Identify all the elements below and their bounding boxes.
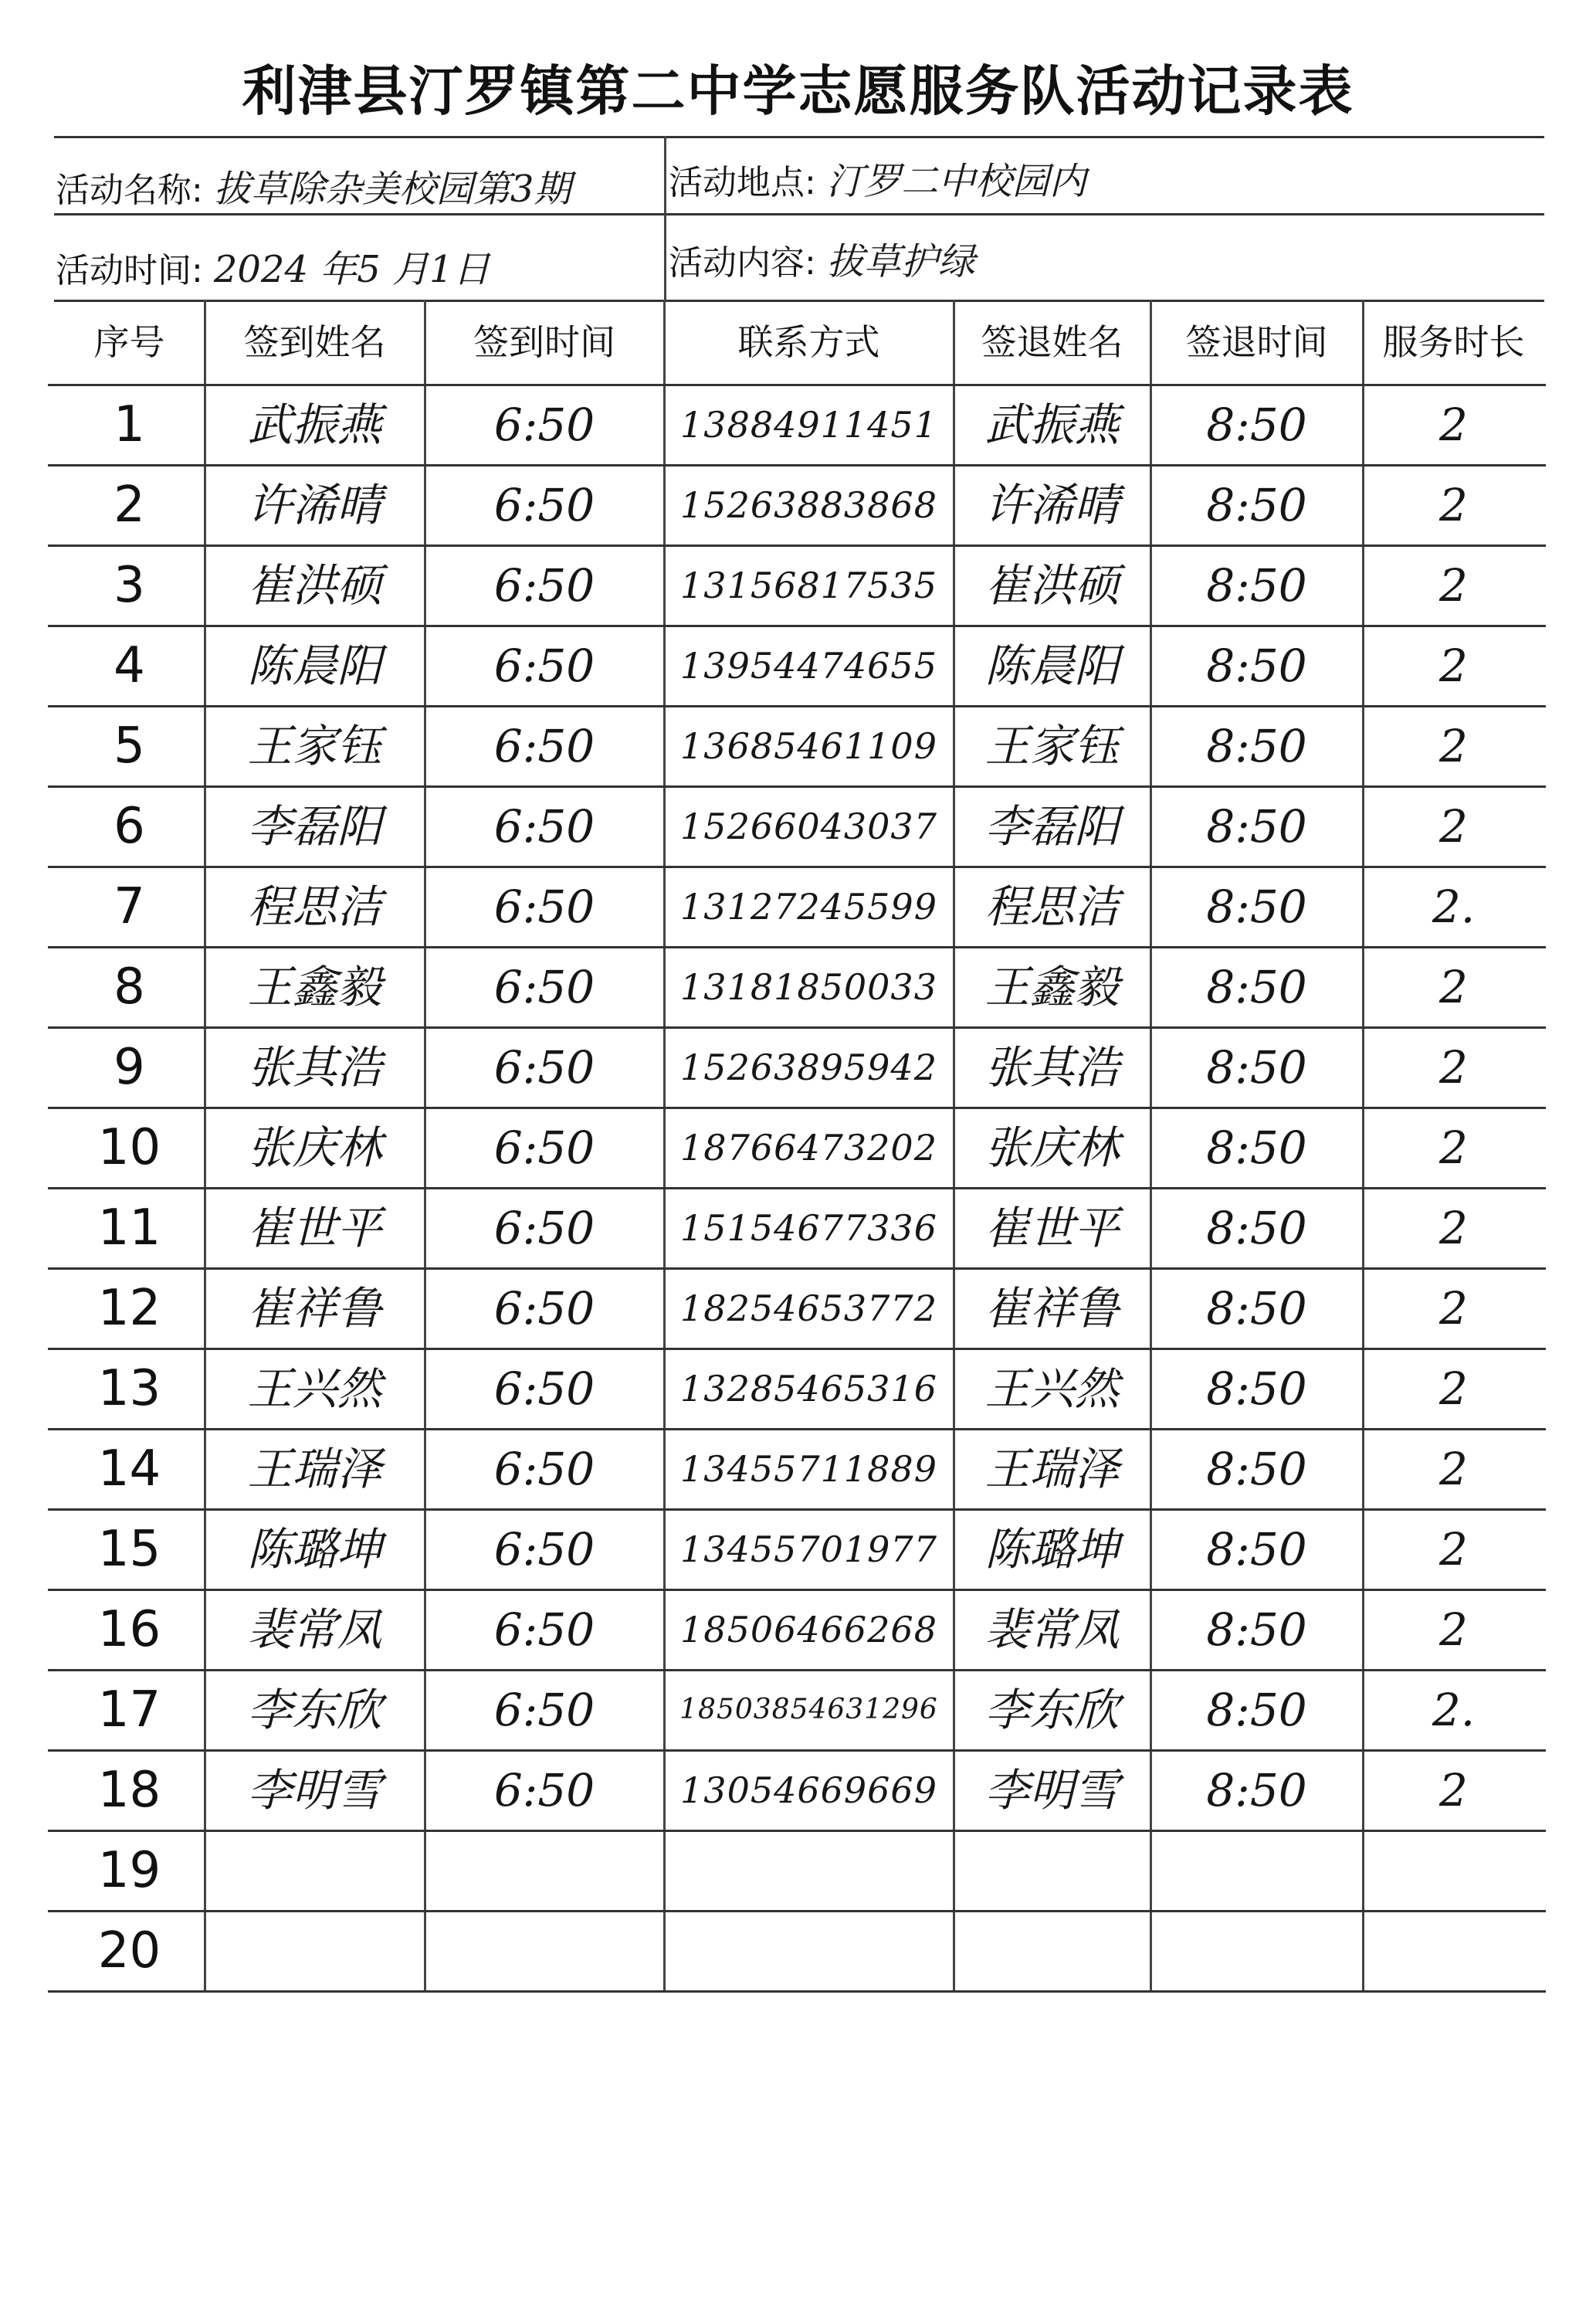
row-number: 5 (114, 717, 145, 775)
signin-name: 张庆林 (247, 1121, 382, 1174)
col-header-signout-time: 签退时间 (1185, 321, 1328, 363)
contact-phone: 13685461109 (680, 725, 937, 767)
row-number: 8 (114, 958, 145, 1016)
signin-time: 6:50 (493, 1684, 595, 1736)
signout-time (1150, 1830, 1363, 1911)
signout-time: 8:50 (1206, 1764, 1307, 1817)
signin-name: 崔洪硕 (247, 559, 382, 612)
signin-name: 许浠晴 (247, 479, 382, 531)
row-number: 9 (114, 1039, 145, 1096)
contact-phone: 13954474655 (680, 645, 937, 687)
contact-phone: 18766473202 (680, 1127, 937, 1169)
contact-phone: 13285465316 (680, 1368, 937, 1410)
signout-name: 武振燕 (984, 399, 1120, 451)
signin-name: 程思洁 (247, 880, 382, 933)
info-mid-border (54, 213, 1544, 215)
signin-name: 崔世平 (247, 1202, 382, 1254)
service-hours: 2 (1439, 1603, 1468, 1656)
signin-name: 张其浩 (247, 1041, 382, 1094)
service-hours (1363, 1911, 1544, 1991)
row-number: 1 (114, 396, 145, 453)
activity-place-label: 活动地点: (669, 163, 816, 202)
contact-phone: 13884911451 (680, 404, 937, 446)
signin-time: 6:50 (493, 961, 595, 1013)
contact-phone: 13054669669 (680, 1769, 937, 1811)
signout-name: 许浠晴 (984, 479, 1120, 531)
signin-time: 6:50 (493, 880, 595, 933)
signin-name: 李明雪 (247, 1764, 382, 1817)
service-hours: 2 (1439, 1202, 1468, 1254)
activity-time-value: 2024 年5 月1日 (213, 248, 490, 291)
row-number: 16 (97, 1601, 161, 1658)
contact-phone: 13181850033 (680, 966, 937, 1008)
service-hours: 2 (1439, 720, 1468, 772)
signout-time: 8:50 (1206, 479, 1307, 531)
signout-time: 8:50 (1206, 1282, 1307, 1335)
activity-name-value: 拔草除杂美校园第3期 (213, 168, 571, 211)
signout-time: 8:50 (1206, 1362, 1307, 1415)
signout-time: 8:50 (1206, 1523, 1307, 1576)
activity-content (669, 232, 975, 285)
signout-name: 程思洁 (984, 880, 1120, 933)
signout-name: 李东欣 (984, 1684, 1120, 1736)
signout-time: 8:50 (1206, 1684, 1307, 1736)
col-header-contact: 联系方式 (737, 321, 880, 363)
signin-name (205, 1911, 425, 1991)
signin-time: 6:50 (493, 1202, 595, 1254)
row-number: 6 (114, 798, 145, 855)
signout-time: 8:50 (1206, 1603, 1307, 1656)
signin-name (205, 1830, 425, 1911)
signin-time: 6:50 (493, 639, 595, 692)
row-number: 14 (97, 1440, 161, 1498)
activity-name-label: 活动名称: (56, 171, 203, 210)
signin-name: 王家钰 (247, 720, 382, 772)
signout-time: 8:50 (1206, 880, 1307, 933)
service-hours: 2. (1432, 880, 1476, 933)
col-header-service-hours: 服务时长 (1382, 321, 1525, 363)
signout-name: 裴常凤 (984, 1603, 1120, 1656)
signout-time: 8:50 (1206, 720, 1307, 772)
activity-place (669, 151, 1086, 205)
col-header-signin-name: 签到姓名 (243, 321, 386, 363)
signin-time: 6:50 (493, 1121, 595, 1174)
contact-phone (664, 1911, 954, 1991)
contact-phone: 18506466268 (680, 1609, 937, 1650)
signin-name: 崔祥鲁 (247, 1282, 382, 1335)
signin-time: 6:50 (493, 1282, 595, 1335)
signout-name: 张庆林 (984, 1121, 1120, 1174)
service-hours: 2 (1439, 399, 1468, 451)
signout-name: 王鑫毅 (984, 961, 1120, 1013)
signout-time: 8:50 (1206, 639, 1307, 692)
service-hours: 2 (1439, 1282, 1468, 1335)
info-divider (664, 136, 666, 301)
service-hours: 2 (1439, 639, 1468, 692)
row-number: 2 (114, 477, 145, 534)
signin-time: 6:50 (493, 1362, 595, 1415)
col-header-signin-time: 签到时间 (473, 321, 615, 363)
signin-time: 6:50 (493, 800, 595, 853)
contact-phone: 13156817535 (680, 565, 937, 606)
signin-time: 6:50 (493, 1041, 595, 1094)
row-number: 17 (97, 1681, 161, 1739)
signout-time: 8:50 (1206, 1041, 1307, 1094)
signout-name: 崔洪硕 (984, 559, 1120, 612)
row-number: 7 (114, 878, 145, 935)
row-number: 12 (97, 1280, 161, 1337)
signout-name: 王兴然 (984, 1362, 1120, 1415)
signin-name: 李东欣 (247, 1684, 382, 1736)
service-hours: 2 (1439, 1443, 1468, 1495)
signout-time: 8:50 (1206, 1121, 1307, 1174)
contact-phone: 15263895942 (680, 1047, 937, 1088)
signout-name: 陈晨阳 (984, 639, 1120, 692)
signin-time (425, 1830, 664, 1911)
signin-name: 王瑞泽 (247, 1443, 382, 1495)
signin-time: 6:50 (493, 1443, 595, 1495)
signin-name: 李磊阳 (247, 800, 382, 853)
signin-name: 王兴然 (247, 1362, 382, 1415)
signin-time (425, 1911, 664, 1991)
page-title: 利津县汀罗镇第二中学志愿服务队活动记录表 (242, 59, 1354, 123)
activity-name (56, 159, 571, 212)
row-number: 15 (97, 1521, 161, 1578)
contact-phone: 15154677336 (680, 1207, 937, 1249)
row-number: 18 (97, 1762, 161, 1819)
signin-time: 6:50 (493, 559, 595, 612)
activity-content-value: 拔草护绿 (826, 240, 975, 283)
activity-place-value: 汀罗二中校园内 (826, 160, 1086, 203)
signout-time: 8:50 (1206, 1202, 1307, 1254)
activity-time (56, 239, 490, 293)
signin-time: 6:50 (493, 1603, 595, 1656)
signout-name: 王家钰 (984, 720, 1120, 772)
signout-time: 8:50 (1206, 1443, 1307, 1495)
contact-phone: 13455701977 (680, 1528, 937, 1570)
row-number: 4 (114, 637, 145, 694)
service-hours: 2 (1439, 800, 1468, 853)
signin-name: 裴常凤 (247, 1603, 382, 1656)
service-hours: 2 (1439, 961, 1468, 1013)
signout-time: 8:50 (1206, 399, 1307, 451)
contact-phone: 18254653772 (680, 1287, 937, 1329)
signin-name: 陈晨阳 (247, 639, 382, 692)
row-number: 13 (97, 1360, 161, 1417)
contact-phone: 18503854631296 (679, 1694, 938, 1725)
row-number: 20 (97, 1922, 161, 1979)
signin-time: 6:50 (493, 399, 595, 451)
signin-time: 6:50 (493, 1764, 595, 1817)
col-header-no: 序号 (93, 321, 165, 363)
row-number: 19 (97, 1842, 161, 1899)
signin-name: 王鑫毅 (247, 961, 382, 1013)
activity-content-label: 活动内容: (669, 243, 816, 283)
service-hours: 2 (1439, 1764, 1468, 1817)
contact-phone: 13455711889 (680, 1448, 937, 1490)
signout-time: 8:50 (1206, 800, 1307, 853)
activity-time-label: 活动时间: (56, 251, 203, 290)
service-hours: 2. (1432, 1684, 1476, 1736)
service-hours: 2 (1439, 1362, 1468, 1415)
signin-name: 陈璐坤 (247, 1523, 382, 1576)
service-hours: 2 (1439, 559, 1468, 612)
signout-time: 8:50 (1206, 559, 1307, 612)
signin-name: 武振燕 (247, 399, 382, 451)
signout-name: 王瑞泽 (984, 1443, 1120, 1495)
row-number: 10 (97, 1119, 161, 1176)
info-top-border (54, 136, 1544, 138)
signout-name: 李明雪 (984, 1764, 1120, 1817)
row-number: 11 (97, 1199, 161, 1257)
signout-name (954, 1830, 1150, 1911)
signin-time: 6:50 (493, 720, 595, 772)
service-hours: 2 (1439, 479, 1468, 531)
contact-phone (664, 1830, 954, 1911)
service-hours: 2 (1439, 1121, 1468, 1174)
signout-name: 李磊阳 (984, 800, 1120, 853)
contact-phone: 15263883868 (680, 484, 937, 526)
col-header-signout-name: 签退姓名 (981, 321, 1123, 363)
signin-time: 6:50 (493, 1523, 595, 1576)
contact-phone: 13127245599 (680, 886, 937, 928)
signout-name: 崔祥鲁 (984, 1282, 1120, 1335)
signout-name: 崔世平 (984, 1202, 1120, 1254)
service-hours: 2 (1439, 1523, 1468, 1576)
service-hours: 2 (1439, 1041, 1468, 1094)
signout-name: 陈璐坤 (984, 1523, 1120, 1576)
contact-phone: 15266043037 (680, 806, 937, 847)
signin-time: 6:50 (493, 479, 595, 531)
signout-time: 8:50 (1206, 961, 1307, 1013)
service-hours (1363, 1830, 1544, 1911)
row-number: 3 (114, 557, 145, 614)
signout-time (1150, 1911, 1363, 1991)
signout-name (954, 1911, 1150, 1991)
signout-name: 张其浩 (984, 1041, 1120, 1094)
